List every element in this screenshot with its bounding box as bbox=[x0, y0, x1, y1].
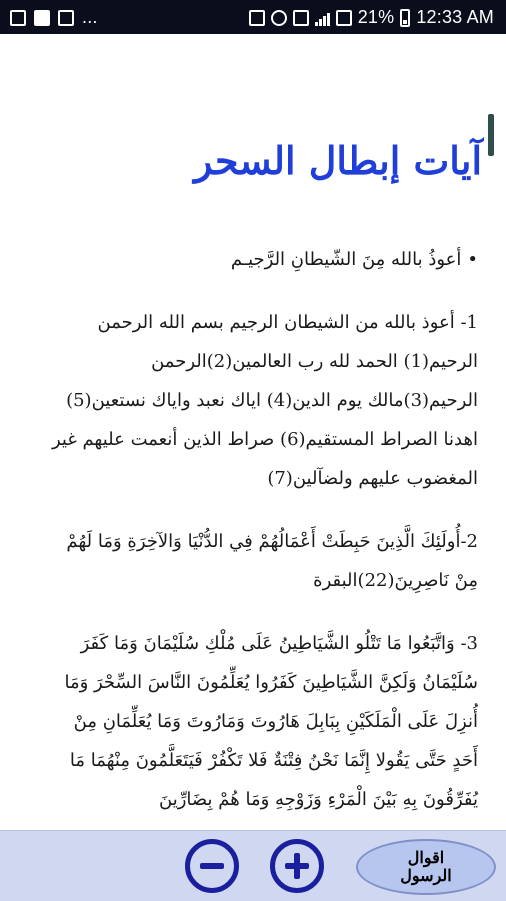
sayings-label-line2: الرسول bbox=[400, 866, 452, 885]
reading-pane[interactable] bbox=[0, 34, 506, 830]
page-title: آيات إبطال السحر bbox=[194, 138, 482, 183]
overflow-indicator: ... bbox=[82, 7, 98, 27]
paragraph-1: 1- أعوذ بالله من الشيطان الرجيم بسم الله الرحمن الرحيم(1) الحمد لله رب العالمين(2)الرحمن الرحيم(3)مالك يوم الدين(4) اياك نعبد واياك نستعين(5) اهدنا الصراط المستقيم(6) صراط الذين أنعمت عليهم غير المغضوب عليهم ولضآلين(7) bbox=[51, 312, 478, 489]
zoom-out-button[interactable] bbox=[185, 839, 239, 893]
paragraph-2: 2-أُولَئِكَ الَّذِينَ حَبِطَتْ أَعْمَالُهُمْ فِي الدُّنْيَا وَالآخِرَةِ وَمَا لَهُمْ مِنْ نَاصِرِينَ(22)البقرة bbox=[66, 531, 478, 591]
signal-icon bbox=[315, 10, 330, 26]
image-icon bbox=[10, 10, 26, 26]
scroll-indicator[interactable] bbox=[488, 114, 494, 156]
battery-icon bbox=[400, 9, 410, 27]
paragraph-3: 3- وَاتَّبَعُوا مَا تَتْلُو الشَّيَاطِينُ عَلَى مُلْكِ سُلَيْمَانَ وَمَا كَفَرَ سُلَيْمَانُ وَلَكِنَّ الشَّيَاطِينَ كَفَرُوا يُعَلِّمُونَ النَّاسَ السِّحْرَ وَمَا أُنزِلَ عَلَى الْمَلَكَيْنِ بِبَابِلَ هَارُوتَ وَمَارُوتَ وَمَا يُعَلِّمَانِ مِنْ أَحَدٍ حَتَّى يَقُولا إِنَّمَا نَحْنُ فِتْنَةٌ فَلا تَكْفُرْ فَيَتَعَلَّمُونَ مِنْهُمَا مَا يُفَرِّقُونَ بِهِ بَيْنَ الْمَرْءِ وَزَوْجِهِ وَمَا هُمْ بِضَارِّينَ bbox=[64, 633, 478, 810]
plus-icon-vertical bbox=[294, 853, 300, 879]
paragraph-isti-adha: • أعوذُ بالله مِنَ الشّيطانِ الرَّجيـم bbox=[48, 240, 478, 279]
bookmark-flag-icon bbox=[58, 10, 74, 26]
clock: 12:33 AM bbox=[416, 7, 494, 27]
mail-icon bbox=[34, 10, 50, 26]
notification-icons bbox=[10, 7, 98, 28]
battery-percent: 21% bbox=[357, 7, 395, 27]
cast-icon bbox=[249, 10, 265, 26]
system-icons bbox=[249, 7, 494, 28]
save-icon bbox=[293, 10, 309, 26]
sayings-label-line1: اقوال bbox=[407, 848, 445, 867]
bottom-toolbar bbox=[0, 830, 506, 901]
sim-signal-icon bbox=[336, 10, 352, 26]
minus-icon bbox=[200, 863, 224, 869]
verses-body bbox=[48, 240, 478, 830]
status-bar bbox=[0, 0, 506, 34]
alarm-icon bbox=[271, 10, 287, 26]
zoom-in-button[interactable] bbox=[270, 839, 324, 893]
prophet-sayings-button[interactable] bbox=[356, 839, 496, 895]
